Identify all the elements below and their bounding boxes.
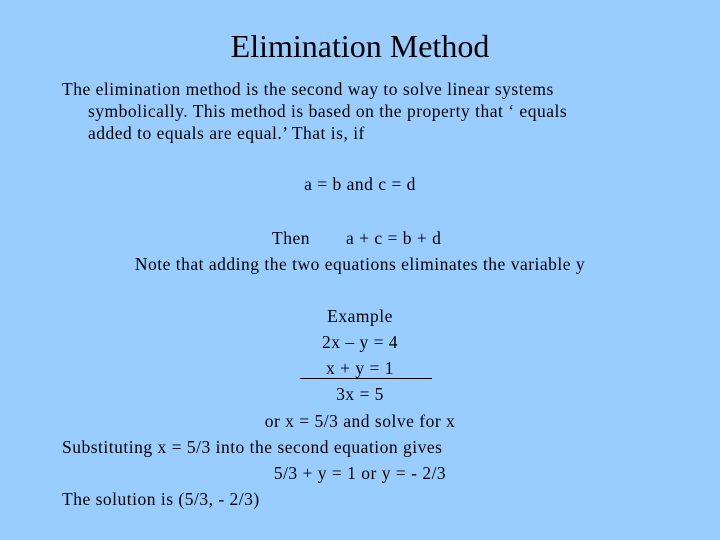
intro-line-1: The elimination method is the second way to solve linear systems xyxy=(62,79,554,99)
then-expression: a + c = b + d xyxy=(346,228,442,248)
example-substitute: Substituting x = 5/3 into the second equation gives xyxy=(62,437,443,457)
intro-line-3: added to equals are equal.’ That is, if xyxy=(88,123,365,143)
sum-rule xyxy=(300,378,432,379)
example-heading: Example xyxy=(327,306,393,326)
example-equation-1: 2x – y = 4 xyxy=(321,332,399,352)
then-label: Then xyxy=(272,228,310,248)
example-solve-x: or x = 5/3 and solve for x xyxy=(264,411,456,431)
note-text: Note that adding the two equations eliminates the variable y xyxy=(134,254,586,274)
intro-line-2: symbolically. This method is based on the property that ‘ equals xyxy=(88,101,568,121)
example-sum: 3x = 5 xyxy=(336,384,384,404)
example-solution: The solution is (5/3, - 2/3) xyxy=(62,489,260,509)
slide-title: Elimination Method xyxy=(230,28,490,64)
example-equation-2: x + y = 1 xyxy=(326,358,394,378)
example-solve-y: 5/3 + y = 1 or y = - 2/3 xyxy=(273,463,447,483)
property-statement: a = b and c = d xyxy=(304,174,416,194)
